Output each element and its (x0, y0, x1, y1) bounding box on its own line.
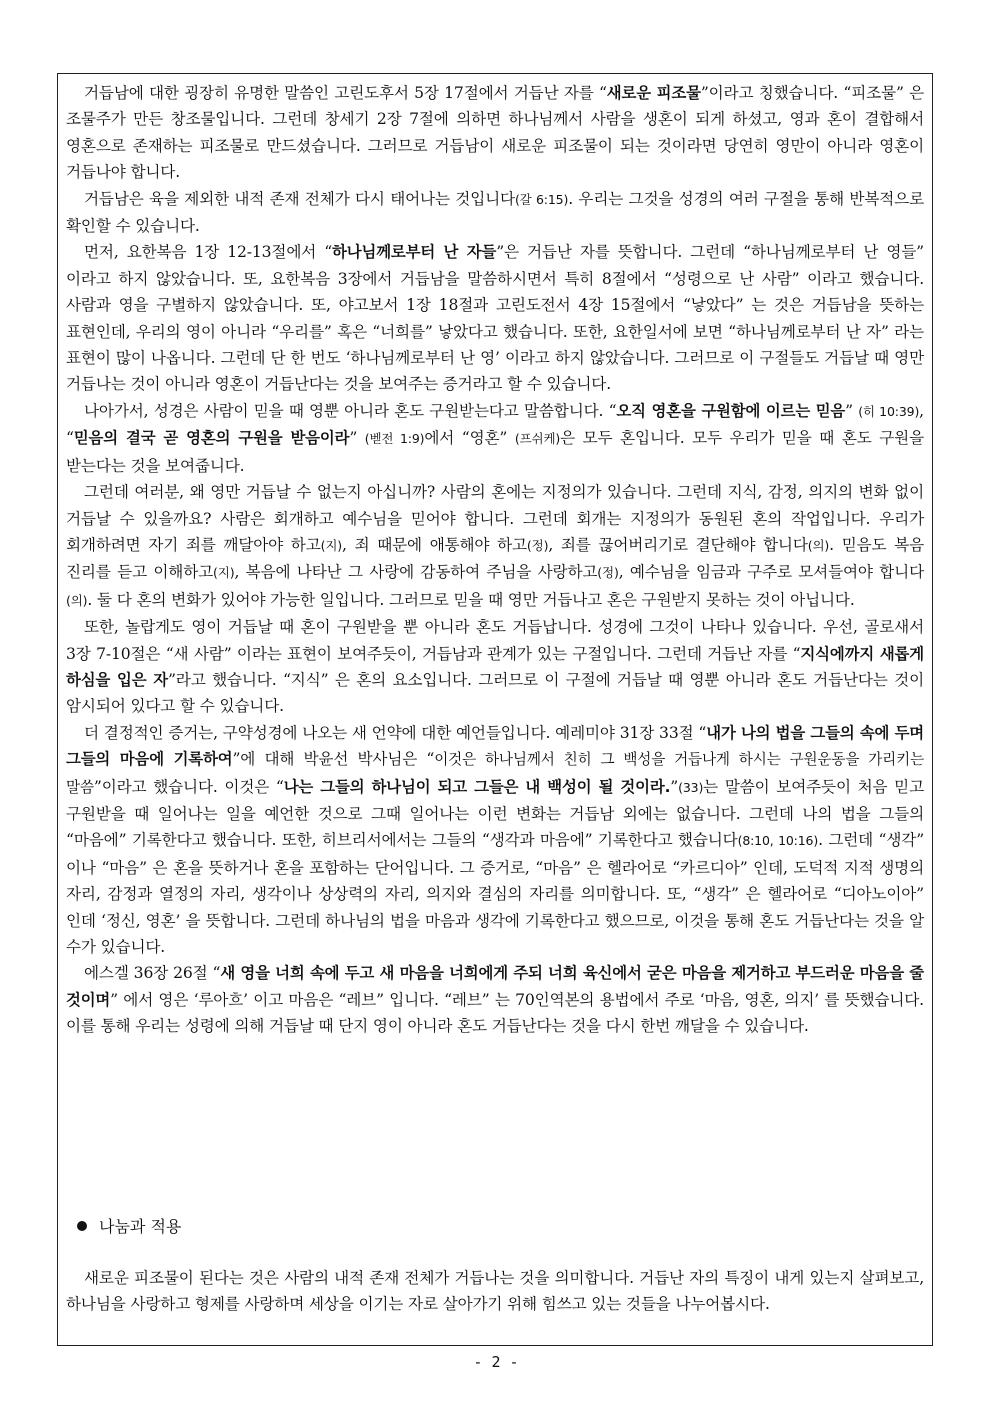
emphasis-text: 지식에까지 새롭게 하심을 입은 자 (66, 644, 924, 689)
paragraph-text: ”이라고 칭했습니다. “피조물” 은 조물주가 만든 창조물입니다. 그런데 창세기 2장 7절에 의하면 하나님께서 사람을 생혼이 되게 하셨고, 영과 혼이 결합해서 영혼으로 존재하는 피조물로 만드셨습니다. 그러므로 거듭남이 새로운 피조물이 되는 것이라면 당연히 영만이 아니라 영혼이 거듭나야 합니다. (66, 84, 924, 182)
paragraph-text: . 믿음도 복음 진리를 듣고 이해하고 (66, 535, 924, 582)
reference-text: (갈 6:15) (514, 191, 569, 207)
reference-text: (벧전 1:9) (364, 431, 425, 447)
paragraph-text: 거듭남은 육을 제외한 내적 존재 전체가 다시 태어나는 것입니다 (84, 189, 515, 208)
paragraph-text: ” (670, 777, 679, 796)
page-number: - 2 - (473, 1353, 519, 1371)
paragraph-text: 거듭남에 대한 굉장히 유명한 말씀인 고린도후서 5장 17절에서 거듭난 자를 “ (84, 84, 607, 102)
paragraph-text: ” 에서 영은 ‘루아흐’ 이고 마음은 “레브” 입니다. “레브” 는 70인역본의 용법에서 주로 ‘마음, 영혼, 의지’ 를 뜻했습니다. 이를 통해 우리는 성령에 의해 거듭날 때 단지 영이 아니라 혼도 거듭난다는 것을 다시 한번 깨달을 수 있습니다. (66, 990, 924, 1036)
paragraph-text: . 둘 다 혼의 변화가 있어야 가능한 일입니다. 그러므로 믿을 때 영만 거듭나고 혼은 구원받지 못하는 것이 아닙니다. (87, 590, 855, 609)
paragraph-text: ”라고 했습니다. “지식” 은 혼의 요소입니다. 그러므로 이 구절에 거듭날 때 영뿐 아니라 혼도 거듭난다는 것이 암시되어 있다고 할 수 있습니다. (66, 670, 924, 716)
reference-text: (의) (66, 592, 88, 608)
paragraph-text: , 죄를 끊어버리기로 결단해야 합니다 (548, 535, 808, 554)
reference-text: (프쉬케) (514, 431, 561, 447)
body-paragraph (66, 479, 924, 614)
body-paragraph (66, 614, 924, 720)
bullet-icon (77, 1221, 87, 1231)
application-block (66, 1265, 924, 1318)
paragraph-text: ”이라고 했습니다. 이것은 “ (93, 777, 284, 796)
paragraph-text: ” (845, 401, 859, 420)
reference-text: (33) (678, 779, 704, 795)
reference-text: (8:10, 10:16) (737, 833, 819, 849)
section-title: 나눔과 적용 (99, 1217, 182, 1236)
body-paragraph (66, 80, 924, 186)
paragraph-text: ”에 대해 박윤선 박사님은 “ (232, 750, 435, 769)
paragraph-text: , “ (66, 401, 924, 448)
reference-text: (의) (807, 537, 830, 553)
emphasis-text: 오직 영혼을 구원함에 이르는 믿음 (616, 401, 846, 420)
reference-text: (정) (597, 565, 619, 581)
paragraph-text: , 복음에 나타난 그 사랑에 감동하여 주님을 사랑하고 (234, 563, 598, 582)
paragraph-text: 에서 “영혼” (424, 429, 515, 448)
paragraph-text: . 그런데 “생각” 이나 “마음” 은 혼을 뜻하거나 혼을 포함하는 단어입니다. 그 증거로, “마음” 은 헬라어로 “카르디아” 인데, 도덕적 지적 생명의 자리, 감정과 열정의 자리, 생각이나 상상력의 자리, 의지와 결심의 자리를 의미합니다. 또, “생각” 은 헬라어로 “디아노이아” 인데 ‘정신, 영혼’ 을 뜻합니다. 그런데 하나님의 법을 마음과 생각에 기록한다고 했으므로, 이것을 통해 혼도 거듭난다는 것을 알 수가 있습니다. (66, 831, 925, 956)
quote-text: 이것은 하나님께서 친히 그 백성을 거듭나게 하시는 구원운동을 가리키는 말씀 (66, 751, 925, 796)
reference-text: (지) (320, 537, 343, 553)
section-heading (77, 1214, 181, 1237)
sermon-body (66, 80, 924, 1040)
paragraph-text: 또한, 놀랍게도 영이 거듭날 때 혼이 구원받을 뿐 아니라 혼도 거듭납니다. 성경에 그것이 나타나 있습니다. 우선, 골로새서 3장 7-10절은 “새 사람” 이라는 표현이 보여주듯이, 거듭남과 관계가 있는 구절입니다. 그런데 거듭난 자를 “ (66, 618, 924, 663)
paragraph-text: , 죄 때문에 애통해야 하고 (342, 535, 527, 554)
reference-text: (히 10:39) (858, 403, 920, 419)
emphasis-text: 새 영을 너희 속에 두고 새 마음을 너희에게 주되 너희 육신에서 굳은 마음을 제거하고 부드러운 마음을 줄 것이며 (66, 964, 924, 1009)
paragraph-text: 그런데 여러분, 왜 영만 거듭날 수 없는지 아십니까? 사람의 혼에는 지정의가 있습니다. 그런데 지식, 감정, 의지의 변화 없이 거듭날 수 있을까요? 사람은 회개하고 예수님을 믿어야 합니다. 그런데 회개는 지정의가 동원된 혼의 작업입니다. 우리가 회개하려면 자기 죄를 깨달아야 하고 (66, 483, 924, 554)
paragraph-text: 는 말씀이 보여주듯이 처음 믿고 구원받을 때 일어나는 일을 예언한 것으로 그때 일어나는 이런 변화는 거듭남 외에는 없습니다. 그런데 나의 법을 그들의 “마음에” 기록한다고 했습니다. 또한, 히브리서에서는 그들의 “생각과 마음에” 기록한다고 했습니다 (66, 777, 924, 850)
emphasis-text: 내가 나의 법을 그들의 속에 두며 그들의 마음에 기록하여 (66, 723, 925, 769)
paragraph-text: 에스겔 36장 26절 “ (84, 964, 221, 983)
paragraph-text: ”은 거듭난 자를 뜻합니다. 그런데 “하나님께로부터 난 영들” 이라고 하지 않았습니다. 또, 요한복음 3장에서 거듭남을 말씀하시면서 특히 8절에서 “성령으로 난 사람” 이라고 했습니다. 사람과 영을 구별하지 않았습니다. 또, 야고보서 1장 18절과 고린도전서 4장 15절에서 “낳았다” 는 것은 거듭남을 뜻하는 표현인데, 우리의 영이 아니라 “우리를” 혹은 “너희를” 낳았다고 했습니다. 또한, 요한일서에 보면 “하나님께로부터 난 자” 라는 표현이 많이 나옵니다. 그런데 단 한 번도 ‘하나님께로부터 난 영’ 이라고 하지 않았습니다. 그러므로 이 구절들도 거듭날 때 영만 거듭나는 것이 아니라 영혼이 거듭난다는 것을 보여주는 증거라고 할 수 있습니다. (66, 243, 925, 394)
reference-text: (지) (213, 565, 235, 581)
paragraph-text: 더 결정적인 증거는, 구약성경에 나오는 새 언약에 대한 예언들입니다. 예레미야 31장 33절 “ (84, 723, 707, 742)
emphasis-text: 새로운 피조물 (606, 84, 701, 102)
paragraph-text: ” (349, 429, 365, 448)
paragraph-text: . 우리는 그것을 성경의 여러 구절을 통해 반복적으로 확인할 수 있습니다. (66, 189, 924, 236)
paragraph-text: 은 모두 혼입니다. 모두 우리가 믿을 때 혼도 구원을 받는다는 것을 보여줍니다. (66, 429, 924, 475)
emphasis-text: 나는 그들의 하나님이 되고 그들은 내 백성이 될 것이라. (283, 777, 671, 796)
body-paragraph (66, 720, 924, 961)
body-paragraph (66, 239, 924, 397)
paragraph-text: 먼저, 요한복음 1장 12-13절에서 “ (84, 243, 333, 262)
reference-text: (정) (526, 537, 549, 553)
paragraph-text: 나아가서, 성경은 사람이 믿을 때 영뿐 아니라 혼도 구원받는다고 말씀합니다. “ (84, 401, 617, 420)
application-text: 새로운 피조물이 된다는 것은 사람의 내적 존재 전체가 거듭나는 것을 의미합니다. 거듭난 자의 특징이 내게 있는지 살펴보고, 하나님을 사랑하고 형제를 사랑하며 세상을 이기는 자로 살아가기 위해 힘쓰고 있는 것들을 나누어봅시다. (66, 1269, 924, 1314)
body-paragraph (66, 186, 924, 240)
body-paragraph (66, 398, 924, 479)
paragraph-text: , 예수님을 임금과 구주로 모셔들여야 합니다 (618, 563, 924, 582)
emphasis-text: 믿음의 결국 곧 영혼의 구원을 받음이라 (73, 429, 350, 448)
body-paragraph (66, 960, 924, 1039)
emphasis-text: 하나님께로부터 난 자들 (332, 243, 497, 262)
